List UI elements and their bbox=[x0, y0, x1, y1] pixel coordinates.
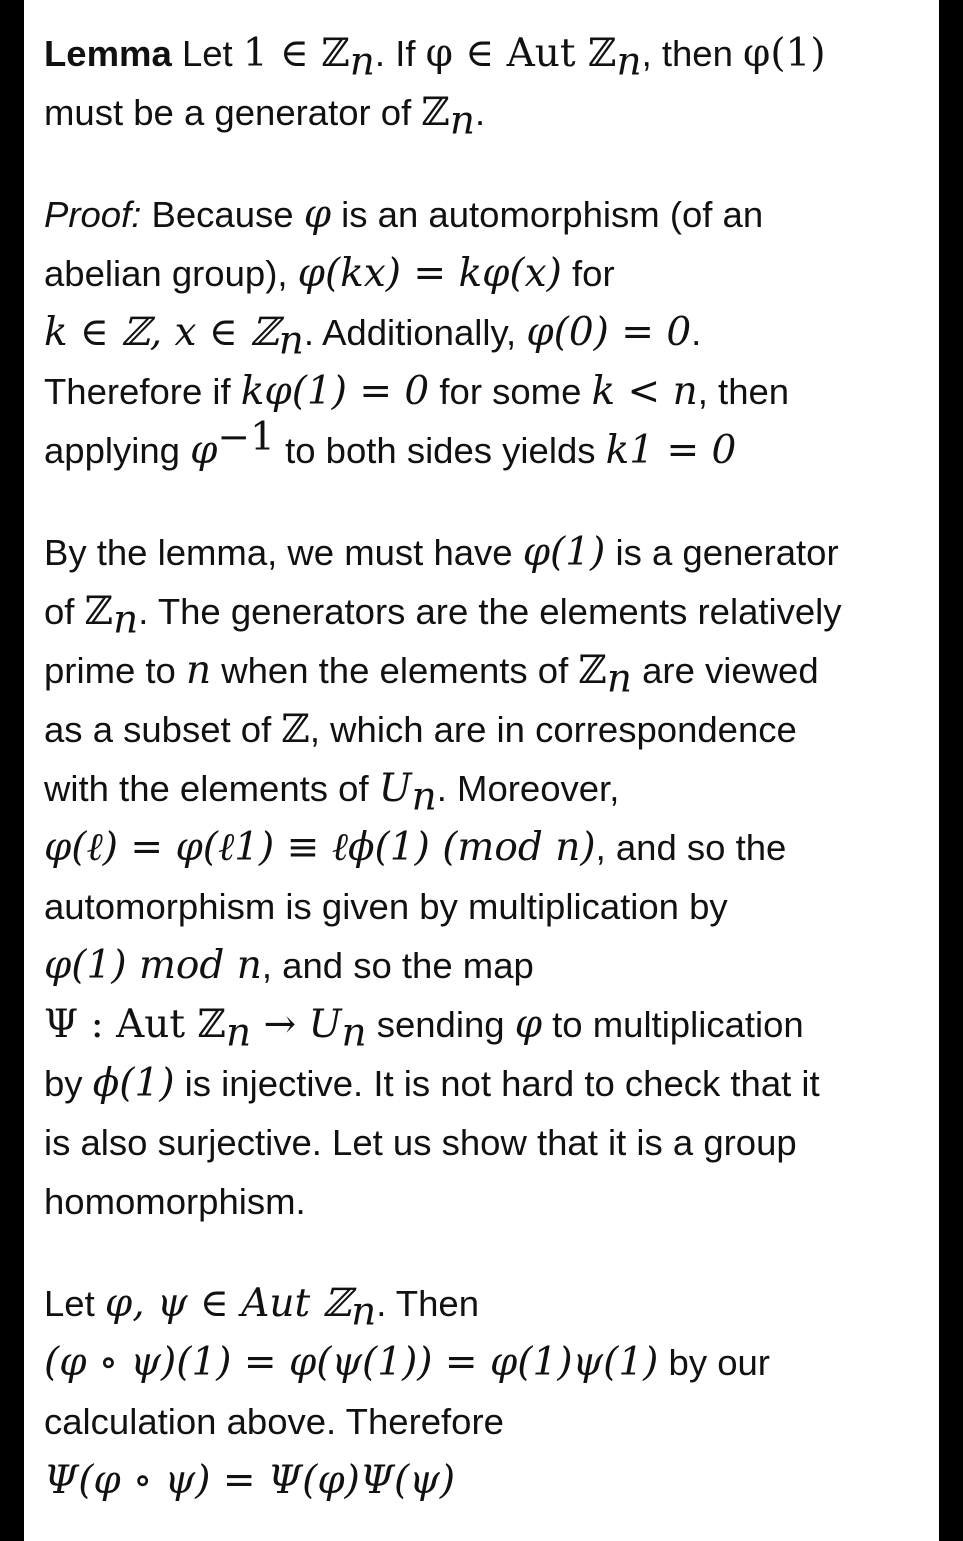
text-line bbox=[44, 24, 924, 83]
math-expression: 1 ∈ ℤ bbox=[242, 31, 350, 76]
text-line bbox=[44, 414, 924, 480]
math-expression: k ∈ ℤ, x ∈ ℤ bbox=[44, 310, 279, 355]
paragraph-gap bbox=[44, 1231, 924, 1274]
math-expression: φ ∈ Aut ℤ bbox=[425, 31, 617, 76]
text-run: abelian group), bbox=[44, 253, 298, 294]
proof-label: Proof: bbox=[44, 194, 142, 235]
text-run: , and so the bbox=[595, 827, 787, 868]
math-subscript: n bbox=[278, 318, 304, 364]
math-expression: (φ ∘ ψ)(1) = φ(ψ(1)) = φ(1)ψ(1) bbox=[44, 1340, 659, 1385]
text-run: . bbox=[691, 312, 702, 353]
text-line bbox=[44, 818, 924, 877]
paragraph-gap bbox=[44, 142, 924, 185]
math-expression: φ(ℓ) = φ(ℓ1) ≡ ℓϕ(1) (mod n) bbox=[44, 825, 596, 870]
text-run: by bbox=[44, 1063, 93, 1104]
text-run: is injective. It is not hard to check that it bbox=[174, 1063, 820, 1104]
text-run: is an automorphism (of an bbox=[331, 194, 764, 235]
homomorphism-paragraph bbox=[44, 1274, 924, 1510]
text-run: By the lemma, we must have bbox=[44, 532, 523, 573]
text-run: for bbox=[561, 253, 615, 294]
math-subscript: n bbox=[606, 656, 632, 702]
text-run: homomorphism. bbox=[44, 1181, 306, 1222]
paragraph-gap bbox=[44, 480, 924, 523]
text-run: automorphism is given by multiplication by bbox=[44, 886, 728, 927]
math-expression: k1 = 0 bbox=[605, 428, 737, 473]
proof-paragraph bbox=[44, 185, 924, 480]
text-line bbox=[44, 1054, 924, 1113]
text-run: . Additionally, bbox=[303, 312, 527, 353]
text-run: Let bbox=[171, 33, 243, 74]
document-page bbox=[24, 0, 939, 1541]
text-run: , then bbox=[641, 33, 744, 74]
math-superscript: −1 bbox=[217, 414, 275, 460]
math-expression: ϕ(1) bbox=[92, 1061, 175, 1106]
math-expression: U bbox=[378, 766, 412, 811]
text-line bbox=[44, 1172, 924, 1231]
text-run: sending bbox=[366, 1004, 515, 1045]
math-subscript: n bbox=[349, 39, 375, 85]
math-subscript: n bbox=[113, 597, 139, 643]
text-run: calculation above. Therefore bbox=[44, 1401, 504, 1442]
math-expression: φ(1) bbox=[743, 31, 826, 76]
math-expression: k < n bbox=[591, 369, 698, 414]
text-line bbox=[44, 1451, 924, 1510]
document-content bbox=[44, 24, 924, 1510]
text-line bbox=[44, 362, 924, 421]
text-run: , and so the map bbox=[261, 945, 534, 986]
math-expression: φ(1) mod n bbox=[44, 943, 262, 988]
text-run: . If bbox=[374, 33, 426, 74]
math-subscript: n bbox=[225, 1010, 252, 1056]
text-line bbox=[44, 877, 924, 936]
text-run: by our bbox=[658, 1342, 770, 1383]
math-expression: Ψ(φ ∘ ψ) = Ψ(φ)Ψ(ψ) bbox=[44, 1458, 456, 1503]
text-line bbox=[44, 1392, 924, 1451]
math-expression: ℤ bbox=[578, 648, 607, 693]
math-subscript: n bbox=[616, 39, 642, 85]
math-subscript: n bbox=[411, 774, 437, 820]
text-run: is also surjective. Let us show that it is a group bbox=[44, 1122, 797, 1163]
math-expression: ℤ bbox=[281, 707, 310, 752]
text-run: must be a generator of bbox=[44, 92, 422, 133]
text-run: Let bbox=[44, 1283, 105, 1324]
text-run: . Then bbox=[376, 1283, 480, 1324]
math-expression: φ bbox=[190, 428, 218, 473]
text-line bbox=[44, 303, 924, 362]
text-run: of bbox=[44, 591, 85, 632]
text-line bbox=[44, 1113, 924, 1172]
text-run: when the elements of bbox=[211, 650, 579, 691]
text-line bbox=[44, 759, 924, 818]
math-expression: φ(1) bbox=[522, 530, 606, 575]
text-run: with the elements of bbox=[44, 768, 379, 809]
text-line bbox=[44, 185, 924, 244]
text-run: for some bbox=[429, 371, 592, 412]
math-expression: → U bbox=[251, 1002, 342, 1047]
math-subscript: n bbox=[351, 1289, 377, 1335]
text-run: Because bbox=[141, 194, 304, 235]
text-run: . The generators are the elements relatively bbox=[138, 591, 842, 632]
text-run: as a subset of bbox=[44, 709, 282, 750]
text-line bbox=[44, 1333, 924, 1392]
lemma-paragraph bbox=[44, 24, 924, 142]
math-expression: φ, ψ ∈ Aut ℤ bbox=[104, 1281, 352, 1326]
text-line bbox=[44, 582, 924, 641]
text-run: . Moreover, bbox=[436, 768, 620, 809]
lemma-label: Lemma bbox=[44, 33, 172, 74]
text-run: , then bbox=[697, 371, 790, 412]
text-run: is a generator bbox=[605, 532, 839, 573]
text-run: Therefore if bbox=[44, 371, 241, 412]
text-line bbox=[44, 523, 924, 582]
math-expression: ℤ bbox=[421, 90, 450, 135]
math-expression: φ(0) = 0 bbox=[526, 310, 692, 355]
text-line bbox=[44, 936, 924, 995]
text-run: prime to bbox=[44, 650, 186, 691]
math-subscript: n bbox=[341, 1010, 367, 1056]
text-line bbox=[44, 244, 924, 303]
text-line bbox=[44, 700, 924, 759]
math-expression: n bbox=[186, 648, 212, 693]
math-expression: ℤ bbox=[84, 589, 114, 634]
explanation-paragraph bbox=[44, 523, 924, 1231]
math-expression: kφ(1) = 0 bbox=[240, 369, 430, 414]
text-line bbox=[44, 641, 924, 700]
text-run: are viewed bbox=[631, 650, 819, 691]
math-subscript: n bbox=[449, 98, 475, 144]
math-expression: φ(kx) = kφ(x) bbox=[297, 251, 562, 296]
text-run: to multiplication bbox=[542, 1004, 804, 1045]
math-expression: Ψ : Aut ℤ bbox=[44, 1002, 226, 1047]
text-run: applying bbox=[44, 430, 191, 471]
text-line bbox=[44, 83, 924, 142]
text-line bbox=[44, 995, 924, 1054]
text-run: to both sides yields bbox=[274, 430, 606, 471]
math-expression: φ bbox=[514, 1002, 543, 1047]
text-line bbox=[44, 1274, 924, 1333]
text-run: . bbox=[475, 92, 486, 133]
text-run: , which are in correspondence bbox=[309, 709, 797, 750]
math-expression: φ bbox=[303, 192, 332, 237]
